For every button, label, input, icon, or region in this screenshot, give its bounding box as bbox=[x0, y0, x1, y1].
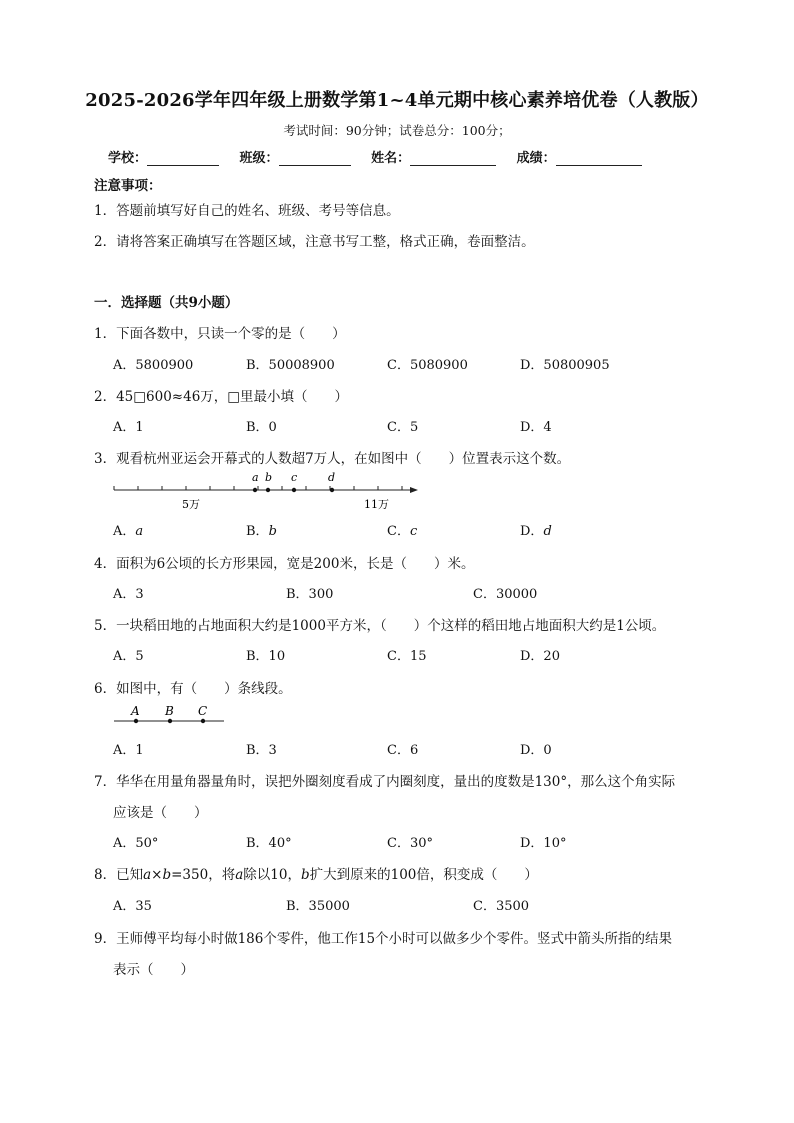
q3-option-b-prefix: B． bbox=[246, 524, 269, 539]
q8-text-3: 除以10， bbox=[243, 867, 301, 883]
q3-option-c[interactable] bbox=[387, 520, 417, 539]
q8-text-2: =350，将 bbox=[171, 867, 236, 883]
q7-option-d[interactable]: D．10° bbox=[520, 836, 567, 851]
point-A bbox=[134, 719, 138, 723]
point-label-c: c bbox=[291, 471, 298, 484]
class-blank[interactable] bbox=[279, 151, 351, 166]
question-5-stem: 5．一块稻田地的占地面积大约是1000平方米，（ ）个这样的稻田地占地面积大约是1公顷。 bbox=[94, 618, 666, 634]
q2-option-a[interactable]: A．1 bbox=[113, 420, 144, 435]
note-item-2: 2．请将答案正确填写在答题区域，注意书写工整，格式正确，卷面整洁。 bbox=[94, 234, 535, 250]
q2-option-c[interactable]: C．5 bbox=[387, 420, 419, 435]
score-blank[interactable] bbox=[556, 151, 642, 166]
q6-option-b[interactable]: B．3 bbox=[246, 743, 277, 758]
q6-option-a[interactable]: A．1 bbox=[113, 743, 144, 758]
q2-option-b[interactable]: B．0 bbox=[246, 420, 277, 435]
q3-option-a[interactable] bbox=[113, 520, 143, 539]
page-title: 2025-2026学年四年级上册数学第1~4单元期中核心素养培优卷（人教版） bbox=[85, 90, 709, 111]
q8-text-1: 8．已知 bbox=[94, 867, 144, 883]
student-info-row bbox=[108, 147, 658, 166]
number-line-figure bbox=[112, 468, 424, 512]
point-b bbox=[266, 488, 270, 492]
point-label-b: b bbox=[265, 471, 273, 484]
section-heading: 一．选择题（共9小题） bbox=[94, 295, 239, 311]
point-a bbox=[253, 488, 257, 492]
point-label-d: d bbox=[328, 471, 336, 484]
q8-var-b-2: b bbox=[300, 867, 310, 883]
point-C bbox=[201, 719, 205, 723]
q2-option-d[interactable]: D．4 bbox=[520, 420, 552, 435]
exam-subtitle: 考试时间：90分钟；试卷总分：100分； bbox=[283, 123, 511, 138]
tick-label-11wan: 11万 bbox=[364, 498, 389, 511]
q3-option-b-var: b bbox=[268, 524, 277, 539]
point-label-A: A bbox=[131, 704, 140, 718]
field-label-school: 学校： bbox=[108, 151, 148, 166]
q3-option-d-var: d bbox=[543, 524, 552, 539]
number-line-ticks bbox=[114, 486, 402, 490]
field-label-score: 成绩： bbox=[516, 151, 556, 166]
q7-option-b[interactable]: B．40° bbox=[246, 836, 292, 851]
tick-label-5wan: 5万 bbox=[182, 498, 200, 511]
q7-option-c[interactable]: C．30° bbox=[387, 836, 433, 851]
q8-var-b: b bbox=[162, 867, 172, 883]
q3-option-a-prefix: A． bbox=[113, 524, 136, 539]
q3-option-b[interactable] bbox=[246, 520, 277, 539]
q5-option-c[interactable]: C．15 bbox=[387, 649, 427, 664]
point-d bbox=[330, 488, 334, 492]
point-c bbox=[292, 488, 296, 492]
name-blank[interactable] bbox=[410, 151, 496, 166]
q4-option-a[interactable]: A．3 bbox=[113, 587, 144, 602]
question-3-stem: 3．观看杭州亚运会开幕式的人数超7万人，在如图中（ ）位置表示这个数。 bbox=[94, 451, 571, 467]
q8-option-b[interactable]: B．35000 bbox=[286, 899, 350, 914]
q3-option-c-var: c bbox=[409, 524, 418, 539]
notes-heading: 注意事项： bbox=[94, 178, 162, 194]
question-8-stem bbox=[94, 863, 538, 883]
question-6-stem: 6．如图中，有（ ）条线段。 bbox=[94, 681, 292, 697]
q3-option-c-prefix: C． bbox=[387, 524, 410, 539]
point-B bbox=[168, 719, 172, 723]
q7-option-a[interactable]: A．50° bbox=[113, 836, 159, 851]
q4-option-c[interactable]: C．30000 bbox=[473, 587, 538, 602]
point-label-C: C bbox=[198, 704, 208, 718]
q5-option-b[interactable]: B．10 bbox=[246, 649, 286, 664]
q1-option-a[interactable]: A．5800900 bbox=[113, 358, 194, 373]
note-item-1: 1．答题前填写好自己的姓名、班级、考号等信息。 bbox=[94, 203, 400, 219]
field-label-name: 姓名： bbox=[371, 151, 411, 166]
q8-times-sign: × bbox=[151, 867, 163, 883]
q8-text-4: 扩大到原来的100倍，积变成（ ） bbox=[309, 867, 538, 883]
q4-option-b[interactable]: B．300 bbox=[286, 587, 334, 602]
question-7-stem-cont: 应该是（ ） bbox=[113, 805, 208, 821]
q3-option-d-prefix: D． bbox=[520, 524, 544, 539]
q8-option-c[interactable]: C．3500 bbox=[473, 899, 530, 914]
q6-option-c[interactable]: C．6 bbox=[387, 743, 419, 758]
question-2-stem: 2．45□600≈46万，□里最小填（ ） bbox=[94, 389, 349, 405]
q3-option-d[interactable] bbox=[520, 520, 552, 539]
q1-option-d[interactable]: D．50800905 bbox=[520, 358, 610, 373]
q6-option-d[interactable]: D．0 bbox=[520, 743, 552, 758]
field-label-class: 班级： bbox=[239, 151, 279, 166]
q8-var-a: a bbox=[143, 867, 152, 883]
q1-option-c[interactable]: C．5080900 bbox=[387, 358, 468, 373]
question-4-stem: 4．面积为6公顷的长方形果园，宽是200米，长是（ ）米。 bbox=[94, 556, 475, 572]
q5-option-d[interactable]: D．20 bbox=[520, 649, 560, 664]
q3-option-a-var: a bbox=[135, 524, 144, 539]
question-1-stem: 1．下面各数中，只读一个零的是（ ） bbox=[94, 326, 346, 342]
question-9-stem: 9．王师傅平均每小时做186个零件，他工作15个小时可以做多少个零件。竖式中箭头所指的结果 bbox=[94, 931, 673, 947]
school-blank[interactable] bbox=[147, 151, 219, 166]
question-9-stem-cont: 表示（ ） bbox=[113, 962, 194, 978]
number-line-arrow bbox=[410, 487, 418, 493]
q5-option-a[interactable]: A．5 bbox=[113, 649, 144, 664]
question-7-stem: 7．华华在用量角器量角时，误把外圈刻度看成了内圈刻度，量出的度数是130°，那么这个角实际 bbox=[94, 774, 676, 790]
q8-var-a-2: a bbox=[235, 867, 244, 883]
point-label-B: B bbox=[165, 704, 174, 718]
line-segment-figure bbox=[112, 700, 228, 730]
point-label-a: a bbox=[252, 471, 259, 484]
q8-option-a[interactable]: A．35 bbox=[113, 899, 152, 914]
q1-option-b[interactable]: B．50008900 bbox=[246, 358, 335, 373]
